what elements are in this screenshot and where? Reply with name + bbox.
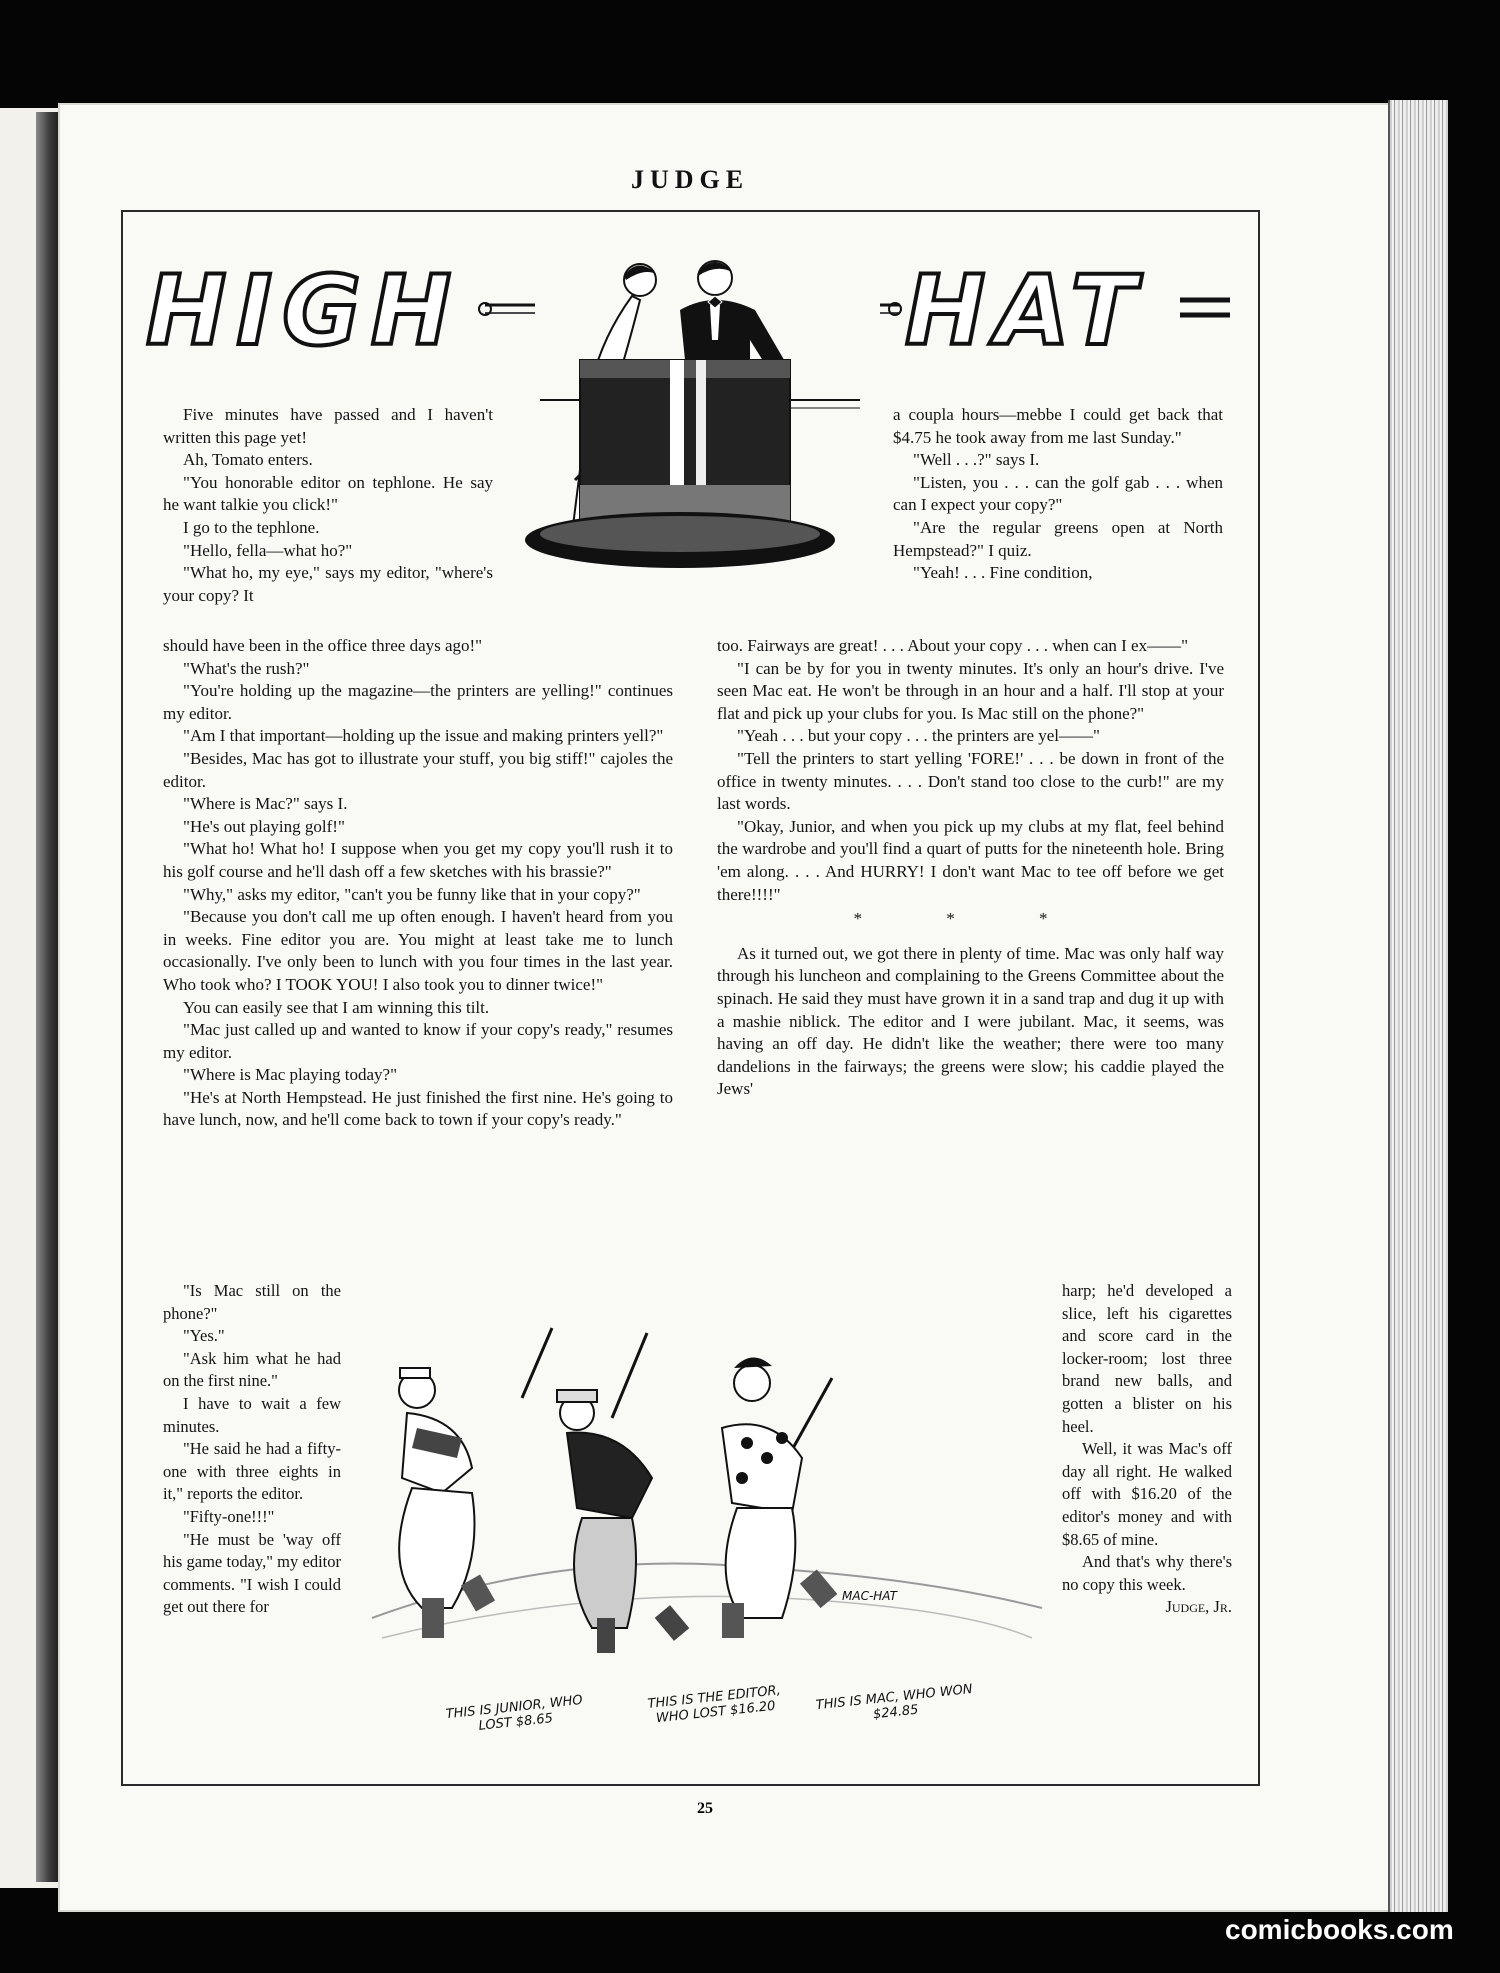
paragraph: "Am I that important—holding up the issue and making printers yell?" [183,726,664,746]
paragraph: "I can be by for you in twenty minutes. It's only an hour's drive. I've seen Mac eat. He won't be through in an hour and a half. I'll stop at your flat and pick up your clubs for you. Is Mac still on the phone?" [717,658,1224,723]
paragraph: I have to wait a few minutes. [163,1393,341,1436]
column-right-main [717,635,1224,1101]
artist-signature: MAC-HAT [842,1589,897,1603]
paragraph: "You're holding up the magazine—the printers are yelling!" continues my editor. [163,681,673,723]
caption-editor: THIS IS THE EDITOR, WHO LOST $16.20 [646,1683,782,1727]
paragraph: I go to the tephlone. [183,517,320,537]
paragraph: "He's out playing golf!" [183,816,345,836]
headline-high: HIGH [146,255,462,367]
paragraph: "He must be 'way off his game today," my editor comments. "I wish I could get out there for [163,1529,341,1617]
paragraph: "Hello, fella—what ho?" [183,540,353,560]
paragraph: "Well . . .?" says I. [913,450,1040,470]
column-bottom-left [163,1280,341,1619]
paragraph: "Because you don't call me up often enough. I haven't heard from you in weeks. Fine editor you are. You might at least take me to lunch occasionally. I've only been to lunch with you four times in the last year. Who took who? I TOOK YOU! I also took you to dinner twice!" [163,907,673,994]
paragraph: "Okay, Junior, and when you pick up my clubs at my flat, feel behind the wardrobe and you'll find a quart of putts for the nineteenth hole. Bring 'em along. . . . And HURRY! I don't want Mac to tee off before we get there!!!!" [717,816,1224,904]
paragraph: "Mac just called up and wanted to know if your copy's ready," resumes my editor. [163,1020,673,1062]
caption-mac: THIS IS MAC, WHO WON $24.85 [815,1681,974,1723]
paragraph: You can easily see that I am winning this tilt. [183,997,490,1017]
paragraph: "He said he had a fifty-one with three eights in it," reports the editor. [163,1439,341,1504]
golfer-junior [399,1328,552,1638]
paragraph: "Where is Mac?" says I. [183,794,348,814]
paragraph: Ah, Tomato enters. [183,450,313,470]
paragraph: "Yeah . . . but your copy . . . the printers are yel——" [737,726,1100,746]
magazine-title: JUDGE [630,165,750,194]
paragraph: a coupla hours—mebbe I could get back that $4.75 he took away from me last Sunday." [893,405,1223,447]
paragraph: "Are the regular greens open at North Hempstead?" I quiz. [893,517,1223,560]
paragraph: "Yeah! . . . Fine condition, [913,563,1093,583]
golfer-editor [557,1333,689,1653]
paragraph: "What ho! What ho! I suppose when you get my copy you'll rush it to his golf course and he'll dash off a few sketches with his brassie?" [163,839,673,881]
paragraph: "What's the rush?" [183,658,310,678]
paragraph: "He's at North Hempstead. He just finished the first nine. He's going to have lunch, now, and he'll come back to town if your copy's ready." [163,1087,673,1130]
paragraph: "Besides, Mac has got to illustrate your stuff, you big stiff!" cajoles the editor. [163,748,673,791]
column-left-main [163,635,673,1132]
paragraph: "Where is Mac playing today?" [183,1065,398,1085]
page-number: 25 [697,1800,713,1817]
paragraph: "Ask him what he had on the first nine." [163,1348,341,1391]
headline-hat: HAT [905,255,1146,367]
page-stack-edges [1388,100,1448,1912]
paragraph: Well, it was Mac's off day all right. He walked off with $16.20 of the editor's money and with $8.65 of mine. [1062,1439,1232,1549]
paragraph: "Fifty-one!!!" [183,1506,275,1526]
section-break-stars: * * * [853,909,1088,929]
golfer-mac [722,1357,837,1638]
column-left-top [163,404,493,607]
paragraph: should have been in the office three days ago!" [163,636,483,655]
paragraph: too. Fairways are great! . . . About your copy . . . when can I ex——" [717,636,1189,655]
column-right-top [893,404,1223,585]
paragraph: "Tell the printers to start yelling 'FORE!' . . . be down in front of the office in twenty minutes. . . . Don't stand too close to the curb!" are my last words. [717,748,1224,814]
top-hat-couple-illustration [520,250,880,605]
paragraph: Five minutes have passed and I haven't written this page yet! [163,405,493,447]
site-watermark: comicbooks.com [1225,1914,1454,1945]
paragraph: "Yes." [183,1326,225,1346]
paragraph: As it turned out, we got there in plenty of time. Mac was only half way through his luncheon and complaining to the Greens Committee about the spinach. He said they must have grown it in a sand trap and dug it up with a mashie niblick. The editor and I were jubilant. Mac, it seems, was having an off day. He didn't like the weather; there were too many dandelions in the fairways; the greens were slow; his caddie played the Jews' [717,943,1224,1099]
book-spine [36,112,58,1882]
paragraph: "Why," asks my editor, "can't you be funny like that in your copy?" [183,884,641,904]
author-signature: Judge, Jr. [1165,1597,1232,1617]
paragraph: "What ho, my eye," says my editor, "where's your copy? It [163,563,493,605]
paragraph: "You honorable editor on tephlone. He say he want talkie you click!" [163,472,493,515]
paragraph: And that's why there's no copy this week. [1062,1552,1232,1594]
paragraph: "Listen, you . . . can the golf gab . . . when can I expect your copy?" [893,472,1223,515]
caption-junior: THIS IS JUNIOR, WHO LOST $8.65 [445,1692,584,1734]
column-bottom-right [1062,1280,1232,1619]
paragraph: harp; he'd developed a slice, left his cigarettes and score card in the locker-room; lost three brand new balls, and gotten a blister on his heel. [1062,1281,1232,1436]
paragraph: "Is Mac still on the phone?" [163,1281,341,1323]
